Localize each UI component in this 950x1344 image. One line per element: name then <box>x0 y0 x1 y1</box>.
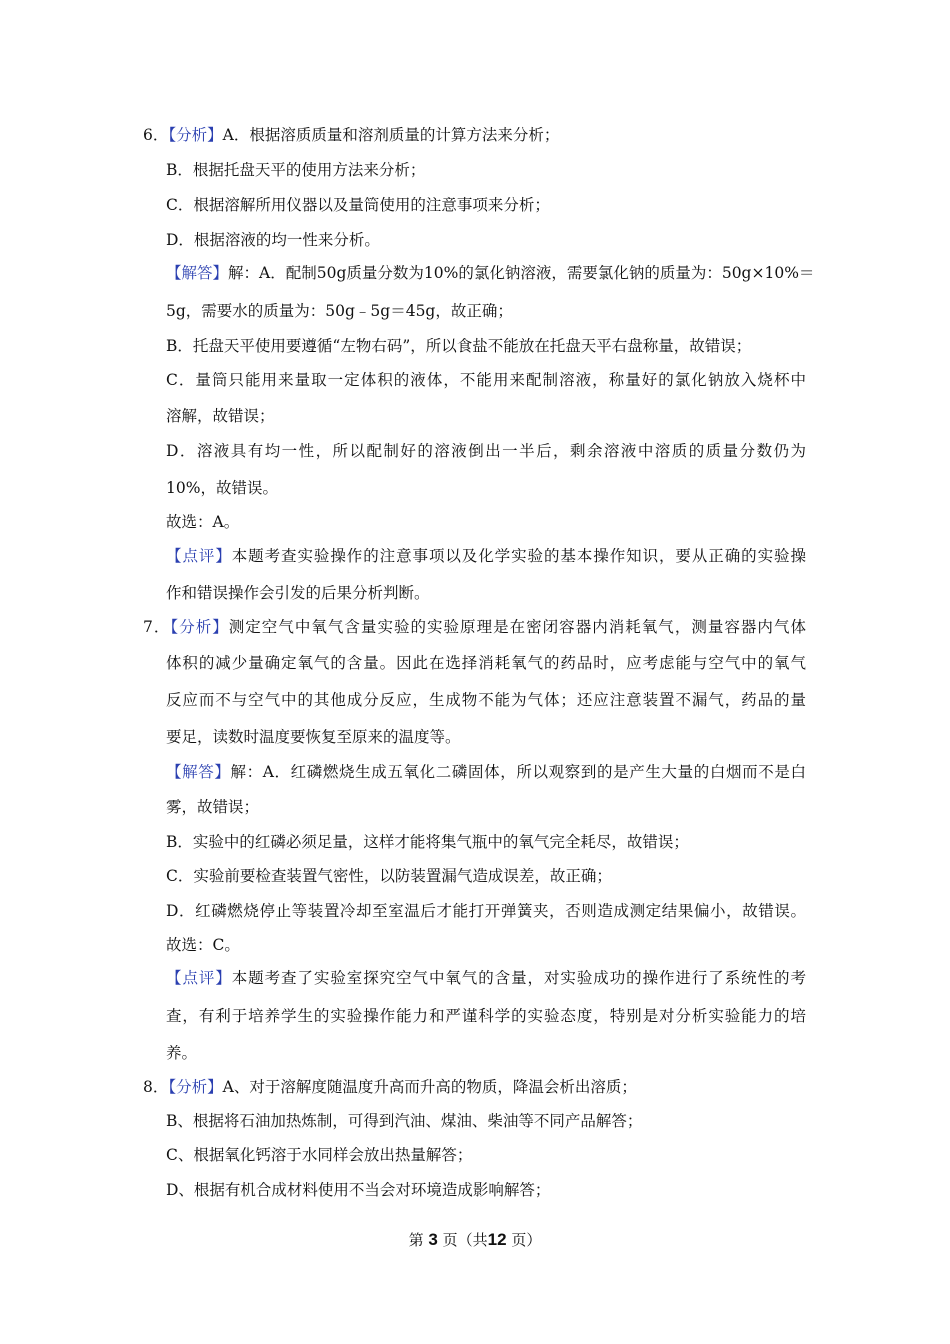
q7-comment-1: 查，有利于培养学生的实验操作能力和严谨科学的实验态度，特别是对分析实验能力的培 <box>166 1007 806 1025</box>
q6-answer-4: 溶解，故错误； <box>166 407 275 425</box>
q8-analysis-tag <box>168 1078 222 1096</box>
q7-comment-2: 养。 <box>166 1044 198 1062</box>
q6-analysis-d: D．根据溶液的均一性来分析。 <box>166 231 380 249</box>
q6-analysis-line <box>143 125 559 145</box>
q6-comment-first: 本题考查实验操作的注意事项以及化学实验的基本操作知识，要从正确的实验操 <box>231 547 806 565</box>
bracket-open: 【 <box>170 618 180 636</box>
bracket-open: 【 <box>166 547 183 565</box>
q6-answer-1: 5g，需要水的质量为：50g﹣5g＝45g，故正确； <box>166 302 513 320</box>
q7-analysis-tag-text: 分析 <box>179 618 213 636</box>
q6-analysis-a: A．根据溶质质量和溶剂质量的计算方法来分析； <box>222 126 560 144</box>
bracket-close: 】 <box>215 547 232 565</box>
bracket-open: 【 <box>168 126 177 144</box>
q6-analysis-c: C．根据溶解所用仪器以及量筒使用的注意事项来分析； <box>166 196 550 214</box>
bracket-open: 【 <box>166 763 183 781</box>
bracket-close: 】 <box>215 969 232 987</box>
q6-analysis-tag-text: 分析 <box>176 126 208 144</box>
q8-analysis-tag-text: 分析 <box>176 1078 208 1096</box>
q7-analysis-3: 要足，读数时温度要恢复至原来的温度等。 <box>166 728 461 746</box>
q7-comment-tag <box>166 969 232 987</box>
q7-answer-tag <box>166 763 231 781</box>
q8-number: 8． <box>143 1078 169 1096</box>
q6-comment-1: 作和错误操作会引发的后果分析判断。 <box>166 584 430 602</box>
q6-comment-tag-text: 点评 <box>182 547 216 565</box>
q6-analysis-b: B．根据托盘天平的使用方法来分析； <box>166 161 426 179</box>
q6-answer-first: 解：A．配制50g质量分数为10%的氯化钠溶液，需要氯化钠的质量为：50g×10%＝ <box>228 264 815 282</box>
q6-answer-3: C．量筒只能用来量取一定体积的液体，不能用来配制溶液，称量好的氯化钠放入烧杯中 <box>166 371 806 389</box>
q7-analysis-1: 体积的减少量确定氧气的含量。因此在选择消耗氧气的药品时，应考虑能与空气中的氧气 <box>166 654 806 672</box>
q7-answer-1: 雾，故错误； <box>166 798 260 816</box>
q6-answer-line <box>166 263 815 283</box>
q8-analysis-1: B、根据将石油加热炼制，可得到汽油、煤油、柴油等不同产品解答； <box>166 1112 643 1130</box>
q6-answer-5: D．溶液具有均一性，所以配制好的溶液倒出一半后，剩余溶液中溶质的质量分数仍为 <box>166 442 806 460</box>
q7-analysis-tag <box>170 618 228 636</box>
bracket-close: 】 <box>212 264 229 282</box>
q6-number: 6． <box>143 126 169 144</box>
q7-answer-tag-text: 解答 <box>182 763 215 781</box>
q6-answer-2: B．托盘天平使用要遵循“左物右码”，所以食盐不能放在托盘天平右盘称量，故错误； <box>166 337 752 355</box>
footer-middle: 页（共 <box>442 1231 488 1249</box>
q6-answer-tag <box>166 264 228 282</box>
q8-analysis-line <box>143 1077 637 1097</box>
q8-analysis-first: A、对于溶解度随温度升高而升高的物质，降温会析出溶质； <box>222 1078 637 1096</box>
q7-answer-4: D．红磷燃烧停止等装置冷却至室温后才能打开弹簧夹，否则造成测定结果偏小，故错误。 <box>166 902 806 920</box>
q6-answer-6: 10%，故错误。 <box>166 479 278 497</box>
q6-comment-line <box>166 546 806 566</box>
q7-number: 7． <box>143 618 171 636</box>
q7-analysis-2: 反应而不与空气中的其他成分反应，生成物不能为气体；还应注意装置不漏气，药品的量 <box>166 691 806 709</box>
footer-prefix: 第 <box>408 1231 424 1249</box>
q6-answer-tag-text: 解答 <box>181 264 213 282</box>
bracket-open: 【 <box>166 969 183 987</box>
q7-analysis-first: 测定空气中氧气含量实验的实验原理是在密闭容器内消耗氧气，测量容器内气体 <box>228 618 806 636</box>
q7-comment-line <box>166 968 806 988</box>
footer-suffix: 页） <box>511 1231 542 1249</box>
q7-answer-first: 解：A．红磷燃烧生成五氧化二磷固体，所以观察到的是产生大量的白烟而不是白 <box>230 763 806 781</box>
footer-page-number: 3 <box>428 1230 438 1249</box>
bracket-close: 】 <box>207 126 223 144</box>
q8-analysis-2: C、根据氧化钙溶于水同样会放出热量解答； <box>166 1146 473 1164</box>
q7-answer-5: 故选：C。 <box>166 936 240 954</box>
q7-comment-first: 本题考查了实验室探究空气中氧气的含量，对实验成功的操作进行了系统性的考 <box>231 969 806 987</box>
page-footer <box>0 1230 950 1250</box>
bracket-open: 【 <box>166 264 182 282</box>
q6-comment-tag <box>166 547 232 565</box>
q6-answer-7: 故选：A。 <box>166 513 240 531</box>
q7-answer-line <box>166 762 806 782</box>
q6-analysis-tag <box>168 126 222 144</box>
footer-total-pages: 12 <box>487 1230 507 1249</box>
q7-answer-3: C．实验前要检查装置气密性，以防装置漏气造成误差，故正确； <box>166 867 612 885</box>
bracket-close: 】 <box>214 763 231 781</box>
q7-answer-2: B．实验中的红磷必须足量，这样才能将集气瓶中的氧气完全耗尽，故错误； <box>166 833 689 851</box>
q7-comment-tag-text: 点评 <box>182 969 216 987</box>
q8-analysis-3: D、根据有机合成材料使用不当会对环境造成影响解答； <box>166 1181 551 1199</box>
bracket-close: 】 <box>207 1078 223 1096</box>
bracket-close: 】 <box>212 618 229 636</box>
bracket-open: 【 <box>168 1078 177 1096</box>
q7-analysis-line <box>143 617 806 637</box>
